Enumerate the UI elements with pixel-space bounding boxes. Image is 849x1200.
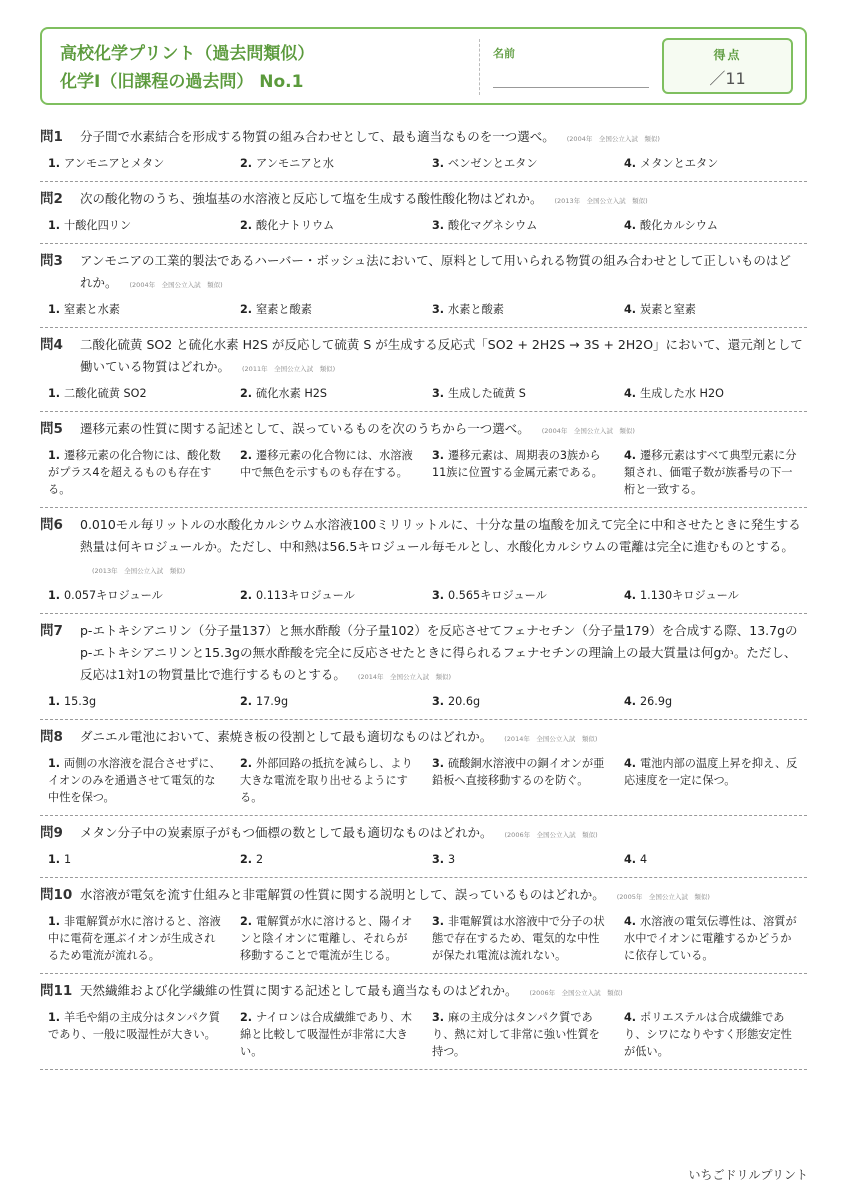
- choice-text: 硫化水素 H2S: [256, 387, 327, 400]
- choice-number: 2.: [240, 387, 253, 400]
- choice-text: 1: [64, 853, 72, 866]
- choice-text: 15.3g: [64, 695, 97, 708]
- question-stem: [40, 822, 807, 846]
- choice-number: 1.: [48, 853, 61, 866]
- choice-number: 1.: [48, 449, 61, 462]
- question-number: 問9: [40, 825, 63, 841]
- choice-number: 1.: [48, 219, 61, 232]
- choice-number: 2.: [240, 915, 253, 928]
- question-block: [40, 244, 807, 328]
- question-number: 問3: [40, 253, 63, 269]
- question-block: [40, 878, 807, 974]
- question-text-wrap: [80, 514, 807, 582]
- answer-choice: [232, 301, 424, 318]
- choice-text: 水素と酸素: [448, 303, 504, 316]
- title-line-1: 高校化学プリント（過去問類似）: [60, 44, 315, 64]
- choice-text: 4: [640, 853, 648, 866]
- question-source: (2013年 全国公立入試 類似): [92, 567, 186, 575]
- choice-number: 2.: [240, 757, 253, 770]
- choice-number: 4.: [624, 449, 637, 462]
- choice-number: 4.: [624, 915, 637, 928]
- question-source: (2005年 全国公立入試 類似): [616, 893, 710, 901]
- choice-list: [40, 755, 807, 806]
- choice-number: 3.: [432, 387, 445, 400]
- question-source: (2013年 全国公立入試 類似): [554, 197, 648, 205]
- choice-text: 非電解質が水に溶けると、溶液中に電荷を運ぶイオンが生成されるため電流が流れる。: [48, 915, 221, 962]
- footer-brand: いちごドリルプリント: [688, 1168, 808, 1182]
- choice-text: 麻の主成分はタンパク質であり、熱に対して非常に強い性質を持つ。: [432, 1011, 600, 1058]
- question-source: (2014年 全国公立入試 類似): [504, 735, 598, 743]
- answer-choice: [616, 913, 807, 964]
- worksheet-header: [40, 27, 807, 105]
- choice-number: 1.: [48, 303, 61, 316]
- answer-choice: [424, 217, 616, 234]
- question-stem: [40, 334, 807, 380]
- question-block: [40, 182, 807, 244]
- answer-choice: [40, 447, 232, 498]
- answer-choice: [616, 155, 807, 172]
- question-text: ダニエル電池において、素焼き板の役割として最も適切なものはどれか。: [80, 729, 493, 744]
- choice-number: 3.: [432, 853, 445, 866]
- question-number: 問4: [40, 337, 63, 353]
- choice-number: 3.: [432, 303, 445, 316]
- question-stem: [40, 188, 807, 212]
- question-source: (2004年 全国公立入試 類似): [129, 281, 223, 289]
- question-block: [40, 720, 807, 816]
- question-block: [40, 412, 807, 508]
- choice-text: 遷移元素の化合物には、酸化数がプラス4を超えるものも存在する。: [48, 449, 221, 496]
- question-text-wrap: [80, 126, 807, 150]
- score-box: [662, 38, 793, 94]
- choice-number: 4.: [624, 695, 637, 708]
- choice-number: 2.: [240, 589, 253, 602]
- choice-text: 非電解質は水溶液中で分子の状態で存在するため、電気的な中性が保たれ電流は流れない。: [432, 915, 605, 962]
- answer-choice: [424, 693, 616, 710]
- choice-number: 3.: [432, 757, 445, 770]
- answer-choice: [616, 1009, 807, 1060]
- choice-number: 3.: [432, 157, 445, 170]
- question-number: 問6: [40, 517, 63, 533]
- question-text: 二酸化硫黄 SO2 と硫化水素 H2S が反応して硫黄 S が生成する反応式「SO2 + 2H2S → 3S + 2H2O」において、還元剤として働いている物質はどれか。: [80, 337, 803, 374]
- header-divider: [479, 39, 480, 95]
- choice-number: 1.: [48, 589, 61, 602]
- choice-number: 2.: [240, 853, 253, 866]
- answer-choice: [40, 587, 232, 604]
- choice-text: 窒素と水素: [64, 303, 120, 316]
- answer-choice: [616, 301, 807, 318]
- choice-number: 4.: [624, 853, 637, 866]
- choice-list: [40, 155, 807, 172]
- answer-choice: [232, 385, 424, 402]
- choice-list: [40, 301, 807, 318]
- choice-text: 0.113キロジュール: [256, 589, 355, 602]
- question-source: (2011年 全国公立入試 類似): [242, 365, 336, 373]
- answer-choice: [40, 913, 232, 964]
- answer-choice: [232, 913, 424, 964]
- answer-choice: [616, 587, 807, 604]
- choice-number: 2.: [240, 695, 253, 708]
- choice-text: ポリエステルは合成繊維であり、シワになりやすく形態安定性が低い。: [624, 1011, 792, 1058]
- question-text-wrap: [80, 822, 807, 846]
- choice-text: 硫酸銅水溶液中の銅イオンが亜鉛板へ直接移動するのを防ぐ。: [432, 757, 605, 787]
- question-text: 分子間で水素結合を形成する物質の組み合わせとして、最も適当なものを一つ選べ。: [80, 129, 555, 144]
- choice-list: [40, 693, 807, 710]
- question-number: 問1: [40, 129, 63, 145]
- question-block: [40, 508, 807, 614]
- answer-choice: [232, 447, 424, 498]
- question-block: [40, 328, 807, 412]
- choice-number: 1.: [48, 695, 61, 708]
- choice-number: 1.: [48, 757, 61, 770]
- choice-text: 外部回路の抵抗を減らし、より大きな電流を取り出せるようにする。: [240, 757, 413, 804]
- answer-choice: [424, 851, 616, 868]
- choice-text: 生成した硫黄 S: [448, 387, 526, 400]
- question-stem: [40, 726, 807, 750]
- choice-number: 2.: [240, 219, 253, 232]
- choice-text: 0.565キロジュール: [448, 589, 547, 602]
- choice-list: [40, 385, 807, 402]
- answer-choice: [616, 447, 807, 498]
- choice-text: 両側の水溶液を混合させずに、イオンのみを通過させて電気的な中性を保つ。: [48, 757, 221, 804]
- answer-choice: [616, 217, 807, 234]
- question-text-wrap: [80, 334, 807, 380]
- answer-choice: [232, 693, 424, 710]
- score-value: ／11: [709, 69, 746, 88]
- choice-number: 1.: [48, 157, 61, 170]
- choice-number: 4.: [624, 157, 637, 170]
- answer-choice: [424, 587, 616, 604]
- question-source: (2006年 全国公立入試 類似): [529, 989, 623, 997]
- choice-list: [40, 587, 807, 604]
- question-stem: [40, 884, 807, 908]
- choice-number: 2.: [240, 1011, 253, 1024]
- question-stem: [40, 620, 807, 688]
- answer-choice: [232, 217, 424, 234]
- choice-text: 遷移元素はすべて典型元素に分類され、価電子数が族番号の下一桁と一致する。: [624, 449, 797, 496]
- worksheet-title: [60, 40, 314, 96]
- question-text: 0.010モル毎リットルの水酸化カルシウム水溶液100ミリリットルに、十分な量の塩酸を加えて完全に中和させたときに発生する熱量は何キロジュールか。ただし、中和熱は56.5キロジュール毎モルとし、水酸化カルシウムの電離は完全に進むものとする。: [80, 517, 801, 554]
- question-source: (2006年 全国公立入試 類似): [504, 831, 598, 839]
- question-number: 問8: [40, 729, 63, 745]
- choice-text: 酸化ナトリウム: [256, 219, 335, 232]
- choice-text: アンモニアと水: [256, 157, 334, 170]
- choice-text: 水溶液の電気伝導性は、溶質が水中でイオンに電離するかどうかに依存している。: [624, 915, 797, 962]
- choice-text: 1.130キロジュール: [640, 589, 739, 602]
- question-text-wrap: [80, 188, 807, 212]
- answer-choice: [232, 755, 424, 806]
- answer-choice: [616, 851, 807, 868]
- question-text-wrap: [80, 620, 807, 688]
- question-text: 天然繊維および化学繊維の性質に関する記述として最も適当なものはどれか。: [80, 983, 518, 998]
- choice-text: 20.6g: [448, 695, 481, 708]
- answer-choice: [424, 155, 616, 172]
- choice-text: 電解質が水に溶けると、陽イオンと陰イオンに電離し、それらが移動することで電流が生じる。: [240, 915, 413, 962]
- choice-number: 3.: [432, 589, 445, 602]
- choice-list: [40, 1009, 807, 1060]
- choice-text: 窒素と酸素: [256, 303, 312, 316]
- question-stem: [40, 250, 807, 296]
- choice-text: メタンとエタン: [640, 157, 719, 170]
- choice-text: 酸化カルシウム: [640, 219, 718, 232]
- choice-text: ナイロンは合成繊維であり、木綿と比較して吸湿性が非常に大きい。: [240, 1011, 412, 1058]
- choice-number: 4.: [624, 387, 637, 400]
- question-text: 水溶液が電気を流す仕組みと非電解質の性質に関する説明として、誤っているものはどれか。: [80, 887, 605, 902]
- answer-choice: [424, 755, 616, 806]
- choice-number: 3.: [432, 1011, 445, 1024]
- answer-choice: [40, 301, 232, 318]
- answer-choice: [232, 155, 424, 172]
- answer-choice: [232, 1009, 424, 1060]
- answer-choice: [424, 385, 616, 402]
- choice-number: 3.: [432, 219, 445, 232]
- choice-text: 17.9g: [256, 695, 289, 708]
- question-stem: [40, 418, 807, 442]
- answer-choice: [40, 155, 232, 172]
- choice-number: 4.: [624, 757, 637, 770]
- choice-list: [40, 217, 807, 234]
- question-number: 問11: [40, 983, 73, 999]
- answer-choice: [40, 755, 232, 806]
- choice-text: 2: [256, 853, 264, 866]
- choice-number: 4.: [624, 303, 637, 316]
- choice-text: ベンゼンとエタン: [448, 157, 538, 170]
- choice-text: 26.9g: [640, 695, 673, 708]
- choice-number: 3.: [432, 915, 445, 928]
- choice-number: 1.: [48, 915, 61, 928]
- choice-text: 生成した水 H2O: [640, 387, 724, 400]
- choice-text: 酸化マグネシウム: [448, 219, 538, 232]
- choice-text: 炭素と窒素: [640, 303, 696, 316]
- question-number: 問10: [40, 887, 73, 903]
- answer-choice: [424, 1009, 616, 1060]
- choice-text: 二酸化硫黄 SO2: [64, 387, 147, 400]
- question-list: [40, 120, 807, 1070]
- choice-number: 3.: [432, 695, 445, 708]
- answer-choice: [232, 851, 424, 868]
- question-stem: [40, 980, 807, 1004]
- question-source: (2014年 全国公立入試 類似): [357, 673, 452, 681]
- choice-number: 1.: [48, 387, 61, 400]
- choice-text: 羊毛や絹の主成分はタンパク質であり、一般に吸湿性が大きい。: [48, 1011, 220, 1041]
- question-stem: [40, 514, 807, 582]
- choice-list: [40, 447, 807, 498]
- question-text: p-エトキシアニリン（分子量137）と無水酢酸（分子量102）を反応させてフェナセチン（分子量179）を合成する際、13.7gのp-エトキシアニリンと15.3gの無水酢酸を完全に反応させたときに得られるフェナセチンの理論上の最大質量は何gか。ただし、反応は1対1の物質量比で進行するものとする。: [80, 623, 798, 682]
- choice-number: 4.: [624, 1011, 637, 1024]
- question-block: [40, 614, 807, 720]
- answer-choice: [40, 385, 232, 402]
- choice-number: 2.: [240, 303, 253, 316]
- question-text: アンモニアの工業的製法であるハーバー・ボッシュ法において、原料として用いられる物質の組み合わせとして正しいものはどれか。: [80, 253, 791, 290]
- choice-number: 4.: [624, 589, 637, 602]
- choice-number: 3.: [432, 449, 445, 462]
- question-block: [40, 816, 807, 878]
- choice-text: 十酸化四リン: [64, 219, 132, 232]
- choice-text: アンモニアとメタン: [64, 157, 165, 170]
- question-text-wrap: [80, 418, 807, 442]
- question-text-wrap: [80, 250, 807, 296]
- question-source: (2004年 全国公立入試 類似): [541, 427, 635, 435]
- question-text-wrap: [80, 980, 807, 1004]
- choice-list: [40, 851, 807, 868]
- score-label: 得点: [713, 48, 742, 62]
- name-field-line: [493, 87, 649, 88]
- answer-choice: [616, 385, 807, 402]
- question-source: (2004年 全国公立入試 類似): [566, 135, 660, 143]
- answer-choice: [232, 587, 424, 604]
- answer-choice: [40, 851, 232, 868]
- question-text: 遷移元素の性質に関する記述として、誤っているものを次のうちから一つ選べ。: [80, 421, 530, 436]
- choice-text: 0.057キロジュール: [64, 589, 163, 602]
- choice-text: 3: [448, 853, 456, 866]
- choice-text: 電池内部の温度上昇を抑え、反応速度を一定に保つ。: [624, 757, 798, 787]
- answer-choice: [40, 217, 232, 234]
- question-text: 次の酸化物のうち、強塩基の水溶液と反応して塩を生成する酸性酸化物はどれか。: [80, 191, 543, 206]
- answer-choice: [616, 755, 807, 806]
- choice-number: 2.: [240, 157, 253, 170]
- choice-text: 遷移元素の化合物には、水溶液中で無色を示すものも存在する。: [240, 449, 413, 479]
- question-text-wrap: [80, 884, 807, 908]
- question-block: [40, 120, 807, 182]
- answer-choice: [424, 447, 616, 498]
- choice-text: 遷移元素は、周期表の3族から11族に位置する金属元素である。: [432, 449, 603, 479]
- title-line-2: 化学Ⅰ（旧課程の過去問） No.1: [60, 72, 304, 92]
- answer-choice: [616, 693, 807, 710]
- question-text: メタン分子中の炭素原子がもつ価標の数として最も適切なものはどれか。: [80, 825, 493, 840]
- question-number: 問7: [40, 623, 63, 639]
- answer-choice: [424, 301, 616, 318]
- answer-choice: [424, 913, 616, 964]
- question-block: [40, 974, 807, 1070]
- question-stem: [40, 126, 807, 150]
- choice-list: [40, 913, 807, 964]
- choice-number: 2.: [240, 449, 253, 462]
- question-number: 問5: [40, 421, 63, 437]
- answer-choice: [40, 693, 232, 710]
- choice-number: 1.: [48, 1011, 61, 1024]
- answer-choice: [40, 1009, 232, 1060]
- name-label: 名前: [493, 47, 515, 60]
- question-number: 問2: [40, 191, 63, 207]
- choice-number: 4.: [624, 219, 637, 232]
- question-text-wrap: [80, 726, 807, 750]
